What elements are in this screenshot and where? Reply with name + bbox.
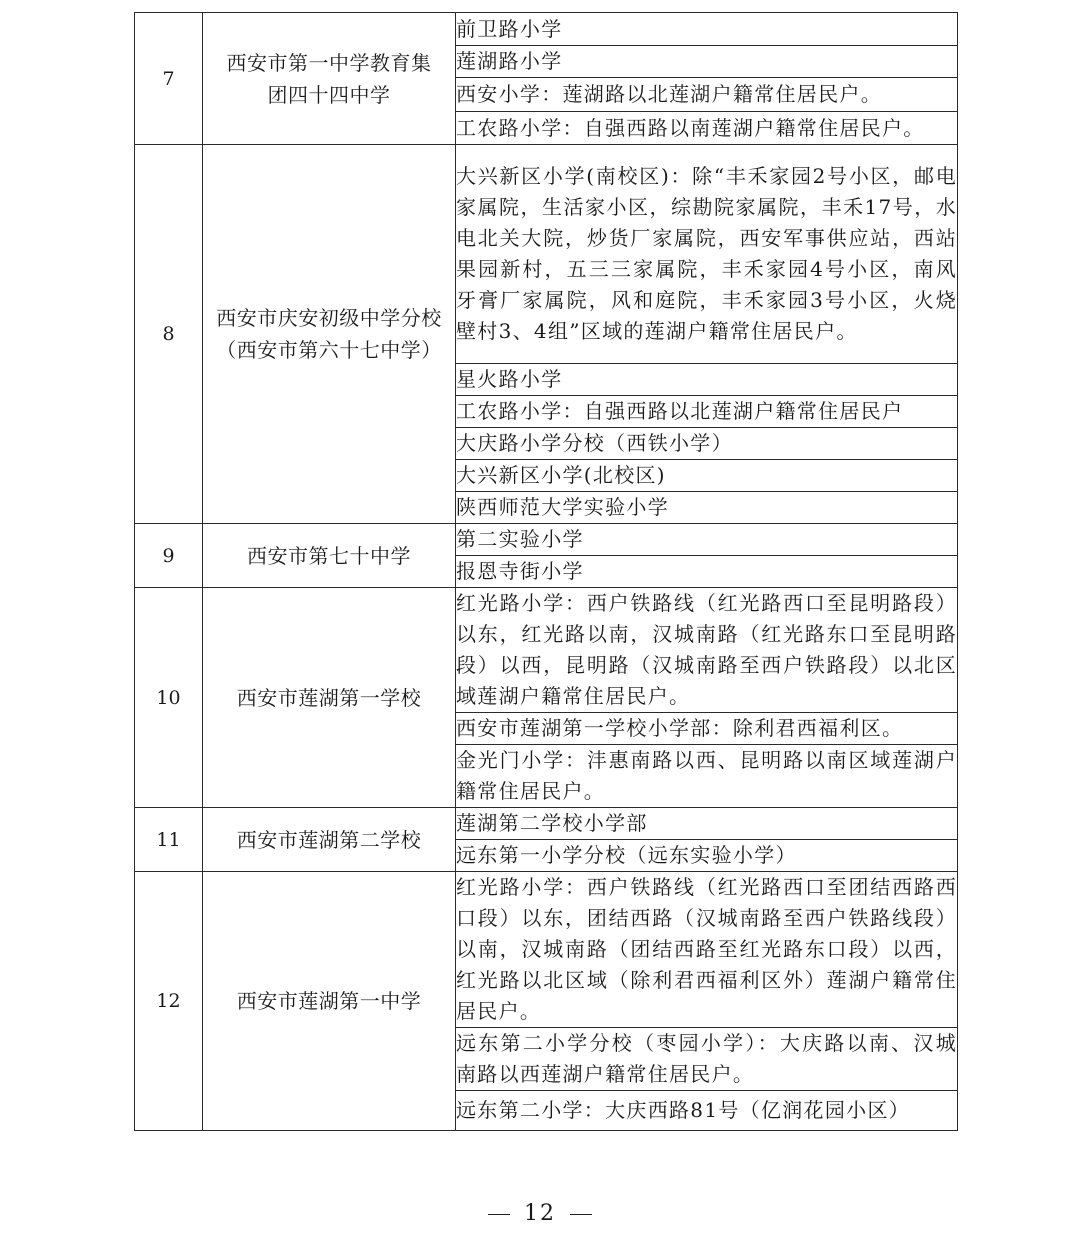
primary-school-cell: 陕西师范大学实验小学: [456, 492, 958, 524]
middle-school-cell: 西安市庆安初级中学分校（西安市第六十七中学）: [203, 145, 456, 524]
page-footer: [0, 1201, 1080, 1226]
primary-school-cell: 大兴新区小学(北校区): [456, 460, 958, 492]
primary-school-cell: 第二实验小学: [456, 524, 958, 556]
table-row: [135, 13, 958, 46]
table-row: [135, 524, 958, 556]
row-number-cell: 7: [135, 13, 203, 145]
table-row: [135, 872, 958, 1028]
table-row: [135, 145, 958, 364]
row-number-cell: 8: [135, 145, 203, 524]
primary-school-cell: 红光路小学：西户铁路线（红光路西口至团结西路西口段）以东，团结西路（汉城南路至西户铁路线段）以南，汉城南路（团结西路至红光路东口段）以西，红光路以北区域（除利君西福利区外）莲湖户籍常住居民户。: [456, 872, 958, 1028]
primary-school-cell: 莲湖路小学: [456, 46, 958, 78]
footer-dash-left: [488, 1214, 510, 1215]
page-number: 12: [524, 1201, 556, 1226]
middle-school-cell: 西安市莲湖第一学校: [203, 588, 456, 808]
middle-school-cell: 西安市第一中学教育集团四十四中学: [203, 13, 456, 145]
middle-school-cell: 西安市第七十中学: [203, 524, 456, 588]
primary-school-cell: 大庆路小学分校（西铁小学）: [456, 428, 958, 460]
primary-school-cell: 红光路小学：西户铁路线（红光路西口至昆明路段）以东，红光路以南，汉城南路（红光路东口至昆明路段）以西，昆明路（汉城南路至西户铁路段）以北区域莲湖户籍常住居民户。: [456, 588, 958, 713]
row-number-cell: 12: [135, 872, 203, 1131]
footer-dash-right: [570, 1214, 592, 1215]
primary-school-cell: 报恩寺街小学: [456, 556, 958, 588]
primary-school-cell: 大兴新区小学(南校区)：除“丰禾家园2号小区，邮电家属院，生活家小区，综勘院家属院，丰禾17号，水电北关大院，炒货厂家属院，西安军事供应站，西站果园新村，五三三家属院，丰禾家园4号小区，南风牙膏厂家属院，风和庭院，丰禾家园3号小区，火烧壁村3、4组”区域的莲湖户籍常住居民户。: [456, 145, 958, 364]
primary-school-cell: 西安市莲湖第一学校小学部：除利君西福利区。: [456, 713, 958, 745]
primary-school-cell: 西安小学：莲湖路以北莲湖户籍常住居民户。: [456, 78, 958, 112]
row-number-cell: 9: [135, 524, 203, 588]
primary-school-cell: 前卫路小学: [456, 13, 958, 46]
primary-school-cell: 远东第一小学分校（远东实验小学）: [456, 840, 958, 872]
table-row: [135, 588, 958, 713]
middle-school-cell: 西安市莲湖第二学校: [203, 808, 456, 872]
row-number-cell: 11: [135, 808, 203, 872]
table-row: [135, 808, 958, 840]
row-number-cell: 10: [135, 588, 203, 808]
primary-school-cell: 莲湖第二学校小学部: [456, 808, 958, 840]
primary-school-cell: 金光门小学：沣惠南路以西、昆明路以南区域莲湖户籍常住居民户。: [456, 745, 958, 808]
primary-school-cell: 工农路小学：自强西路以北莲湖户籍常住居民户: [456, 396, 958, 428]
primary-school-cell: 工农路小学：自强西路以南莲湖户籍常住居民户。: [456, 112, 958, 145]
primary-school-cell: 远东第二小学分校（枣园小学）：大庆路以南、汉城南路以西莲湖户籍常住居民户。: [456, 1028, 958, 1091]
table-body: [135, 13, 958, 1131]
middle-school-cell: 西安市莲湖第一中学: [203, 872, 456, 1131]
primary-school-cell: 星火路小学: [456, 364, 958, 396]
school-allocation-table: [134, 12, 958, 1131]
primary-school-cell: 远东第二小学：大庆西路81号（亿润花园小区）: [456, 1091, 958, 1131]
